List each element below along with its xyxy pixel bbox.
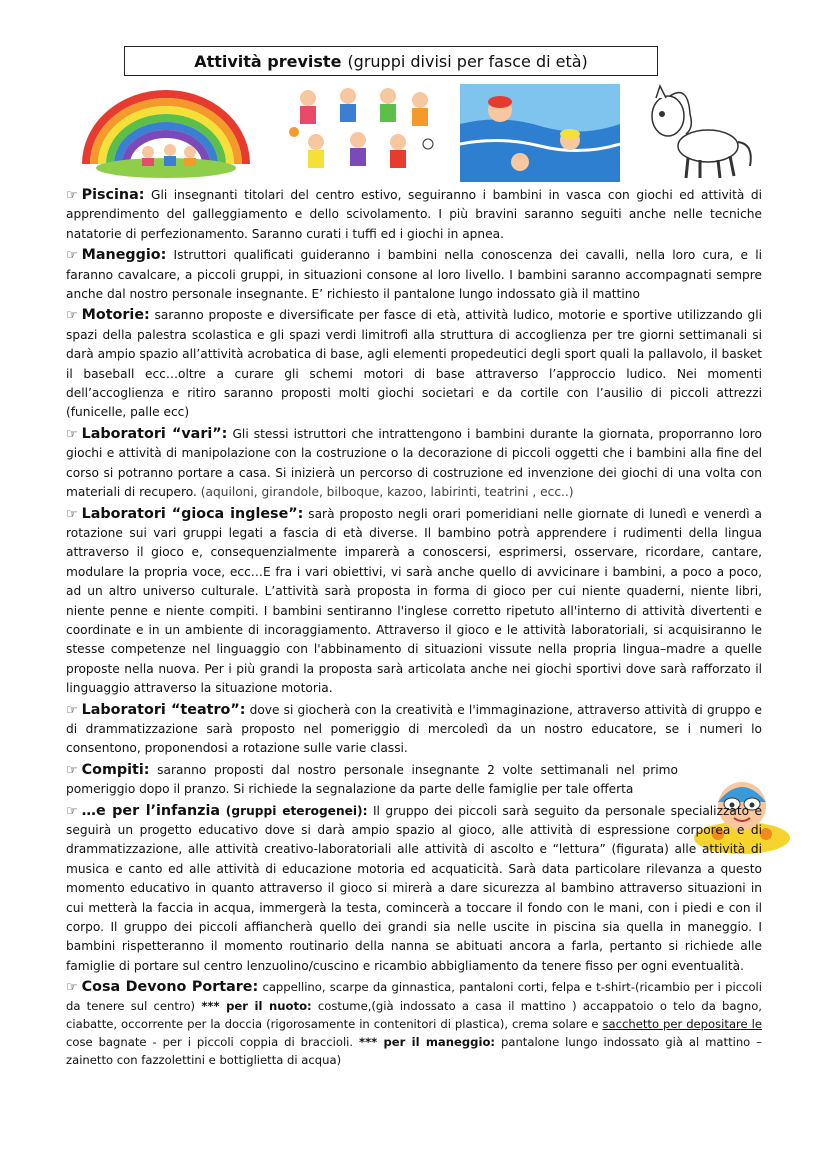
lab-vari-examples: (aquiloni, girandole, bilboque, kazoo, labirinti, teatrini , ecc..) — [200, 485, 574, 500]
pointing-hand-icon: ☞ — [66, 188, 78, 203]
pointing-hand-icon: ☞ — [66, 702, 78, 718]
pointing-hand-icon: ☞ — [66, 308, 78, 324]
cosa-portare-heading: Cosa Devono Portare: — [81, 979, 259, 996]
section-cosa-portare — [66, 978, 762, 1069]
section-piscina — [66, 186, 762, 244]
rainbow-meadow-icon — [78, 86, 254, 178]
motorie-text: saranno proposte e diversificate per fasce di età, attività ludico, motorie e sportive utilizzando gli spazi della palestra scolastica e gli spazi verdi limitrofi alla struttura di accoglienza per tre giorni settimanali si darà ampio spazio all’attività acrobatica di base, agli elementi propedeutici degli sport quali la pallavolo, il basket il baseball ecc…oltre a curare gli schemi motori di base attraverso l’approccio ludico. Nei momenti dell’accoglienza e ritiro saranno proposti molti giochi societari e da cortile con l’ausilio di piccoli attrezzi (funicelle, palle ecc) — [66, 308, 762, 420]
title-bold: Attività previste — [194, 51, 342, 71]
cosa-text-3: cose bagnate - per i piccoli coppia di braccioli. — [66, 1035, 359, 1050]
maneggio-text: Istruttori qualificati guideranno i bambini nella conoscenza dei cavalli, nella loro cura, e li faranno cavalcare, a piccoli gruppi, in situazioni consone al loro livello. I bambini saranno accompagnati sempre anche dal nostro personale insegnante. E’ richiesto il pantalone lungo indossato già il mattino — [66, 248, 762, 302]
activities-content — [66, 186, 762, 1071]
motorie-heading: Motorie: — [81, 307, 150, 324]
lab-vari-text: Gli stessi istruttori che intrattengono i bambini durante la giornata, proporranno loro giochi e attività di manipolazione con la costruzione o la decorazione di piccoli oggetti che i bambini alla fine del corso si potranno portare a casa. Si inizierà un percorso di costruzione ed invenzione dei giochi di una volta con materiali di recupero. — [66, 426, 762, 500]
cosa-text-4: pantalone lungo indossato già al mattino – zainetto con fazzolettini e bottiglietta di acqua) — [66, 1035, 762, 1068]
lab-teatro-heading: Laboratori “teatro”: — [81, 701, 246, 718]
section-maneggio — [66, 246, 762, 304]
cosa-underlined: sacchetto per depositare le — [602, 1017, 762, 1032]
lab-inglese-text: sarà proposto negli orari pomeridiani nelle giornate di lunedì e venerdì a rotazione sui vari gruppi legati a fascia di età diverse. Il bambino potrà apprendere i rudimenti della lingua attraverso il gioco e, consequenzialmente imparerà a conoscersi, esprimersi, osservare, ricordare, cantare, modulare la propria voce, ecc…E fra i vari obiettivi, vi sarà anche quello di avvicinare i bambini, a poco a poco, ad un altro universo culturale. L’attività sarà proposta in forma di gioco per cui niente quaderni, niente libri, niente penne e niente compiti. I bambini sentiranno l'inglese corretto ripetuto all'interno di attività divertenti e coordinate e in un ambiente di incoraggiamento. Attraverso il gioco e le attività laboratoriali, si acquisiranno le stesse competenze nel linguaggio con l'abbinamento di situazioni vissute nella propria lingua–madre a quelle proposte nella nuova. Per i più grandi la proposta sarà articolata anche nei giochi sportivi dove sarà rafforzato il linguaggio attraverso la situazione motoria. — [66, 506, 762, 696]
pointing-hand-icon: ☞ — [66, 248, 78, 264]
compiti-text: saranno proposti dal nostro personale insegnante 2 volte settimanali nel primo pomeriggio dopo il pranzo. Si richiede la segnalazione da parte delle famiglie per tale offerta — [66, 762, 678, 797]
section-compiti — [66, 761, 678, 800]
lab-teatro-text: dove si giocherà con la creatività e l'immaginazione, attraverso attività di gruppo e di drammatizzazione sarà proposto nel pomeriggio di mercoledì da un nostro educatore, se i numeri lo consentono, proponendosi a rotazione sulle varie classi. — [66, 702, 762, 756]
pointing-hand-icon: ☞ — [66, 426, 78, 442]
section-infanzia — [66, 802, 762, 977]
swimming-kids-icon — [460, 84, 620, 182]
cosa-text-2: costume,(già indossato a casa il mattino ) accappatoio o telo da bagno, ciabatte, occorrente per la doccia (rigorosamente in contenitori di plastica), crema solare e — [66, 999, 762, 1032]
pointing-hand-icon: ☞ — [66, 803, 78, 819]
maneggio-heading: Maneggio: — [81, 247, 167, 264]
lab-vari-heading: Laboratori “vari”: — [81, 425, 228, 442]
section-motorie — [66, 306, 762, 422]
compiti-heading: Compiti: — [81, 761, 150, 778]
piscina-text: Gli insegnanti titolari del centro estivo, seguiranno i bambini in vasca con giochi ed attività di apprendimento del galleggiamento e dello scivolamento. I più bravini saranno seguiti anche nelle tecniche natatorie di perfezionamento. Saranno curati i tuffi ed i giochi in apnea. — [66, 188, 762, 241]
maneggio-label: *** per il maneggio: — [359, 1035, 496, 1050]
pointing-hand-icon: ☞ — [66, 506, 78, 522]
infanzia-text: Il gruppo dei piccoli sarà seguito da personale specializzato e seguirà un progetto educativo dove si darà ampio spazio al gioco, alle attività di espressione corporea e di drammatizzazione, alle attività creativo-laboratoriali alle attività di ascolto e “lettura” (figurata) alle attività di musica e canto ed alle attività di educazione motoria ed acquaticità. Sarà data particolare rilevanza a questo momento educativo in quanto attraverso il gioco si mirerà a dare sicurezza al bambino attraverso situazioni in cui metterà la faccia in acqua, immergerà la testa, comincerà a toccare il fondo con le mani, con i piedi e con il corpo. Il gruppo dei piccoli affiancherà quello dei grandi sia nelle uscite in piscina sia quella in maneggio. I bambini rispetteranno il momento routinario della nanna se abituati ancora a farla, pertanto si richiede alle famiglie di portare sul centro lenzuolino/cuscino e ricambio abbigliamento da tenere fisso per ogni eventualità. — [66, 803, 762, 973]
cosa-text-1: cappellino, scarpe da ginnastica, pantaloni corti, felpa e t-shirt-(ricambio per i piccoli da tenere sul centro) — [66, 980, 762, 1014]
piscina-heading: Piscina: — [81, 187, 145, 203]
pony-icon — [638, 84, 756, 182]
title-rest: (gruppi divisi per fasce di età) — [347, 51, 588, 71]
pointing-hand-icon: ☞ — [66, 762, 78, 778]
infanzia-subheading: (gruppi eterogenei): — [220, 803, 368, 818]
section-laboratori-inglese — [66, 505, 762, 699]
section-laboratori-teatro — [66, 701, 762, 759]
lab-inglese-heading: Laboratori “gioca inglese”: — [81, 505, 304, 522]
kids-sports-icon — [286, 84, 436, 178]
page-title — [124, 46, 658, 76]
pointing-hand-icon: ☞ — [66, 980, 78, 996]
nuoto-label: *** per il nuoto: — [201, 999, 312, 1014]
infanzia-heading: …e per l’infanzia — [81, 802, 221, 819]
section-laboratori-vari — [66, 425, 762, 503]
